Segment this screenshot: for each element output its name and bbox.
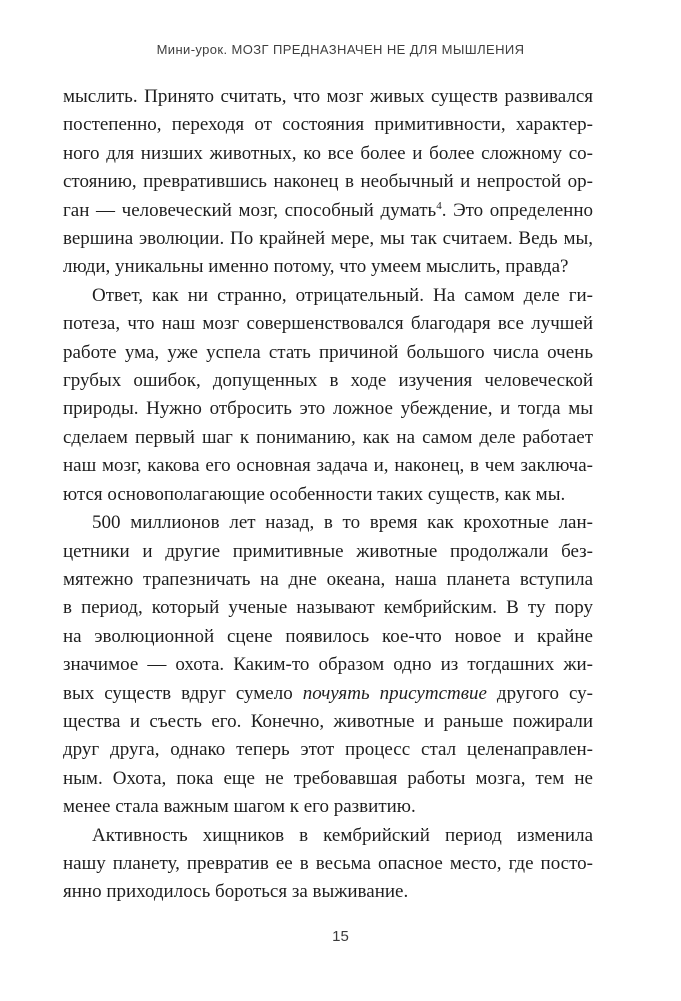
body-text-run: мятежно трапезничать на дне океана, наша планета вступила	[63, 568, 593, 590]
text-line	[63, 736, 593, 764]
body-text-run: вершина эволюции. По крайней мере, мы так считаем. Ведь мы,	[63, 228, 593, 250]
body-text-run: 500 миллионов лет назад, в то время как крохотные лан-	[92, 512, 593, 534]
text-line	[63, 822, 593, 850]
text-line	[63, 111, 593, 139]
text-line	[63, 282, 593, 310]
text-line	[63, 651, 593, 679]
text-line	[63, 878, 593, 906]
text-line	[63, 481, 593, 509]
text-line	[63, 452, 593, 480]
body-text-run: стоянию, превратившись наконец в необычный и непростой ор-	[63, 171, 593, 193]
body-text-run: Ответ, как ни странно, отрицательный. На самом деле ги-	[92, 284, 593, 306]
body-text-run: другого су-	[486, 682, 593, 704]
body-text-run: . Это определенно	[441, 199, 593, 221]
paragraph	[63, 822, 593, 907]
body-text-run: потеза, что наш мозг совершенствовался благодаря все лучшей	[63, 313, 593, 335]
text-line	[63, 623, 593, 651]
body-text-run: ются основополагающие особенности таких существ, как мы.	[63, 483, 566, 505]
body-text-run: постепенно, переходя от состояния примитивности, характер-	[63, 114, 593, 136]
text-line	[63, 566, 593, 594]
body-text-run: цетники и другие примитивные животные продолжали без-	[63, 540, 593, 562]
body-text-run: грубых ошибок, допущенных в ходе изучения человеческой	[63, 370, 593, 392]
text-line	[63, 197, 593, 225]
body-text-run: значимое — охота. Каким-то образом одно из тогдашних жи-	[63, 654, 593, 676]
emphasized-text: почуять присутствие	[302, 682, 487, 704]
body-text-run: вых существ вдруг сумело	[63, 682, 303, 704]
body-text-run: природы. Нужно отбросить это ложное убеждение, и тогда мы	[63, 398, 593, 420]
text-line	[63, 793, 593, 821]
text-line	[63, 538, 593, 566]
body-text-run: мыслить. Принято считать, что мозг живых существ развивался	[63, 86, 593, 107]
body-text-run: нашу планету, превратив ее в весьма опасное место, где посто-	[63, 852, 593, 874]
page-number: 15	[332, 928, 349, 945]
text-block	[63, 83, 593, 907]
text-line	[63, 680, 593, 708]
body-text-run: Активность хищников в кембрийский период изменила	[92, 824, 593, 846]
body-text-run: щества и съесть его. Конечно, животные и раньше пожирали	[63, 710, 593, 732]
text-line	[63, 765, 593, 793]
text-line	[63, 367, 593, 395]
running-head: Мини-урок. МОЗГ ПРЕДНАЗНАЧЕН НЕ ДЛЯ МЫШЛЕНИЯ	[156, 42, 525, 57]
text-line	[63, 140, 593, 168]
text-line	[63, 509, 593, 537]
body-text-run: ного для низших животных, ко все более и более сложному со-	[63, 142, 593, 164]
text-line	[63, 83, 593, 111]
text-line	[63, 850, 593, 878]
text-line	[63, 424, 593, 452]
body-text-run: ган — человеческий мозг, способный думать	[63, 199, 437, 221]
body-text-run: работе ума, уже успела стать причиной большого числа очень	[63, 341, 593, 363]
body-text-run: наш мозг, какова его основная задача и, наконец, в чем заключа-	[63, 455, 593, 477]
paragraph	[63, 509, 593, 821]
text-line	[63, 225, 593, 253]
text-line	[63, 310, 593, 338]
body-text-run: сделаем первый шаг к пониманию, как на самом деле работает	[63, 426, 593, 448]
text-line	[63, 708, 593, 736]
text-line	[63, 253, 593, 281]
body-text-run: на эволюционной сцене появилось кое-что новое и крайне	[63, 625, 593, 647]
text-line	[63, 395, 593, 423]
paragraph	[63, 282, 593, 509]
body-text-run: ным. Охота, пока еще не требовавшая работы мозга, тем не	[63, 767, 593, 789]
paragraph	[63, 83, 593, 282]
body-text-run: друг друга, однако теперь этот процесс стал целенаправлен-	[63, 739, 593, 761]
body-text-run: в период, который ученые называют кембрийским. В ту пору	[63, 597, 593, 619]
text-line	[63, 339, 593, 367]
body-text-run: люди, уникальны именно потому, что умеем мыслить, правда?	[63, 256, 569, 278]
text-line	[63, 594, 593, 622]
text-line	[63, 168, 593, 196]
footnote-reference: 4	[436, 199, 442, 212]
body-text-run: янно приходилось бороться за выживание.	[63, 881, 409, 903]
body-text-run: менее стала важным шагом к его развитию.	[63, 796, 416, 818]
